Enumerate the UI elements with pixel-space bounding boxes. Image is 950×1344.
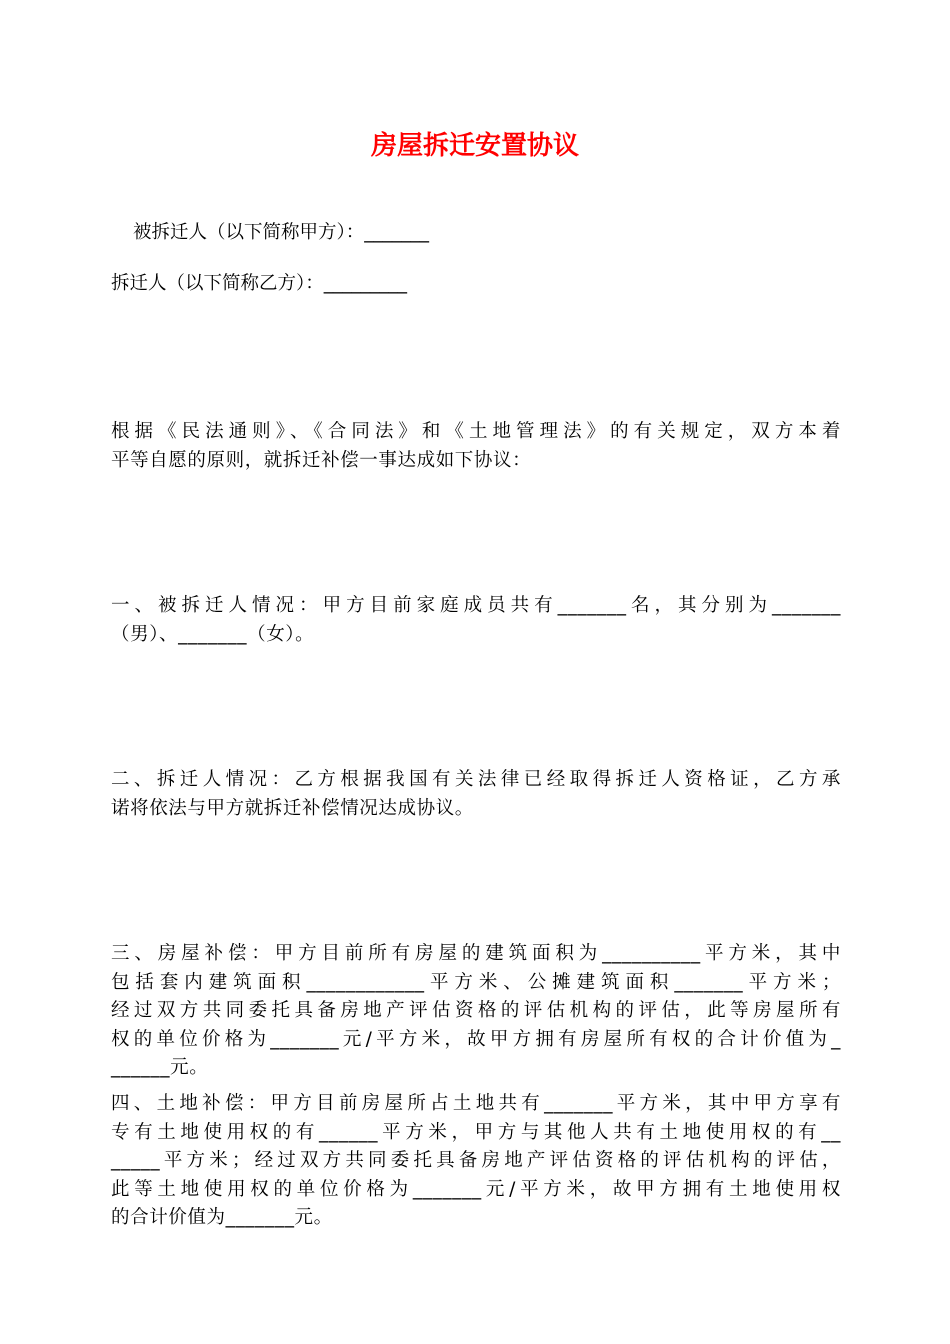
preamble-line: 根据《民法通则》、《合同法》和《土地管理法》的有关规定，双方本着	[111, 421, 841, 442]
clause-3-line: 包括套内建筑面积____________平方米、公摊建筑面积_______平方米；	[111, 971, 841, 993]
clause-3-line: 三、房屋补偿：甲方目前所有房屋的建筑面积为__________平方米，其中	[111, 943, 841, 964]
clause-4-paragraph	[111, 1090, 841, 1233]
clause-4-line: _____平方米；经过双方共同委托具备房地产评估资格的评估机构的评估，	[111, 1150, 841, 1171]
clause-1-line: （男）、_______（女）。	[111, 623, 315, 645]
party-b-line: 拆迁人（以下简称乙方）：_________	[111, 273, 408, 294]
clause-4-line: 四、土地补偿：甲方目前房屋所占土地共有_______平方米，其中甲方享有	[111, 1093, 841, 1114]
clause-4-line: 此等土地使用权的单位价格为_______元/平方米，故甲方拥有土地使用权	[111, 1178, 841, 1200]
clause-2-line: 二、拆迁人情况：乙方根据我国有关法律已经取得拆迁人资格证，乙方承	[111, 769, 841, 790]
clause-2-line: 诺将依法与甲方就拆迁补偿情况达成协议。	[111, 797, 474, 819]
party-a-line: 被拆迁人（以下简称甲方）：_______	[133, 222, 430, 243]
clause-3-paragraph	[111, 940, 841, 1083]
clause-3-line: 经过双方共同委托具备房地产评估资格的评估机构的评估，此等房屋所有	[111, 1000, 841, 1021]
preamble-paragraph	[111, 418, 841, 475]
clause-2-paragraph	[111, 766, 841, 823]
clause-4-line: 专有土地使用权的有______平方米，甲方与其他人共有土地使用权的有__	[111, 1121, 841, 1143]
clause-1-line: 一、被拆迁人情况：甲方目前家庭成员共有_______名，其分别为_______	[111, 595, 841, 616]
document-title: 房屋拆迁安置协议	[370, 131, 579, 161]
clause-3-line: 权的单位价格为_______元/平方米，故甲方拥有房屋所有权的合计价值为_	[111, 1028, 841, 1050]
clause-3-line: ______元。	[111, 1057, 209, 1078]
clause-4-line: 的合计价值为_______元。	[111, 1207, 333, 1228]
clause-1-paragraph	[111, 592, 841, 649]
preamble-line: 平等自愿的原则，就拆迁补偿一事达成如下协议：	[111, 449, 532, 471]
